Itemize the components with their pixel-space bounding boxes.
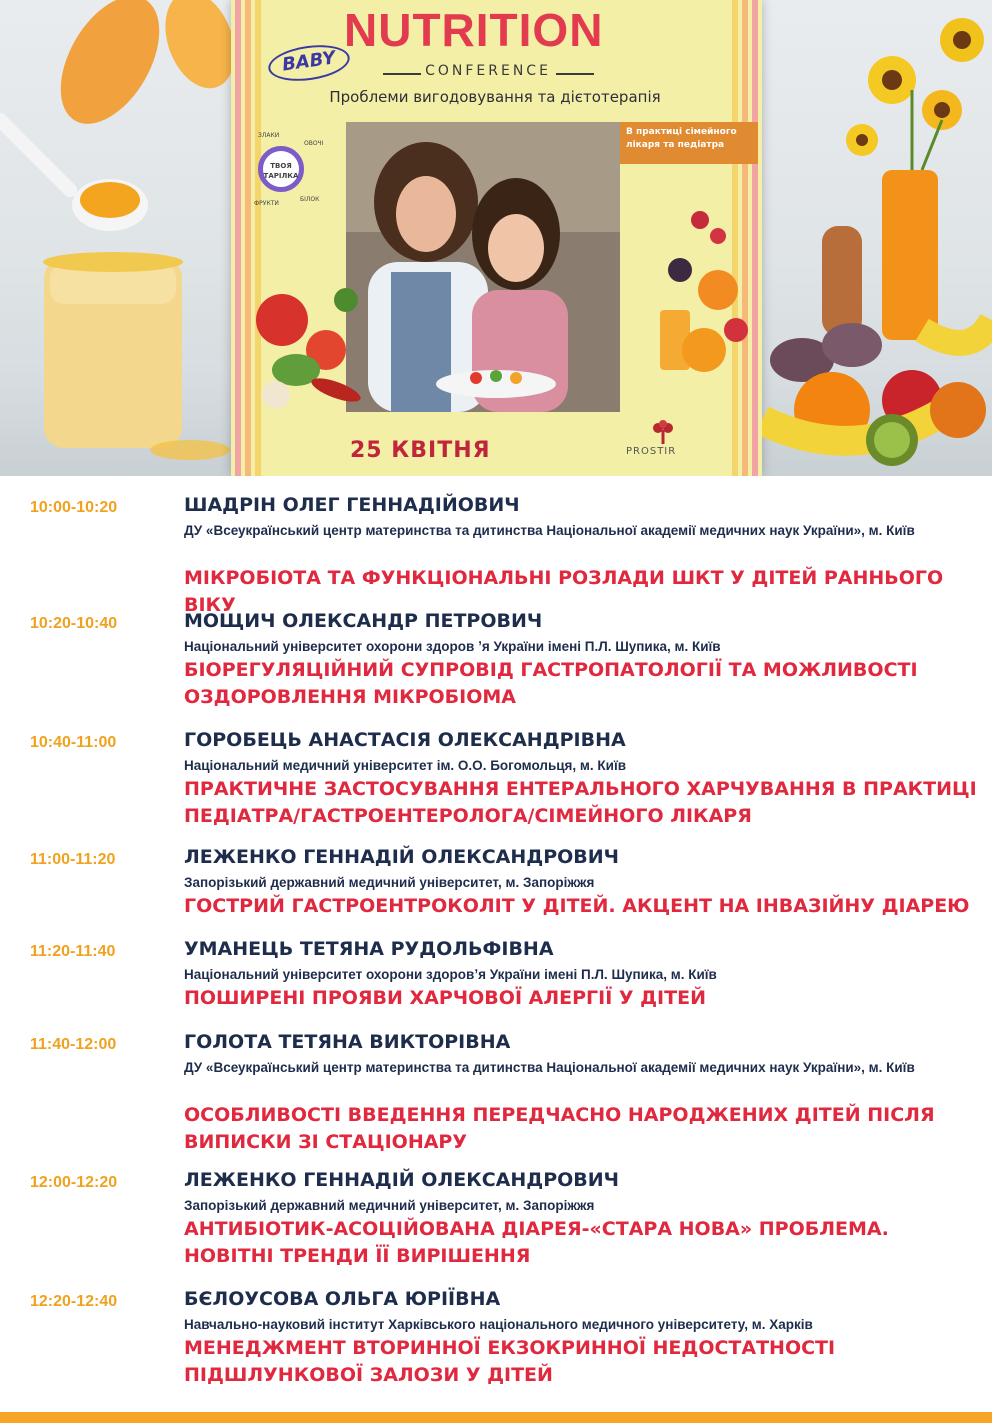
brand-subtitle: Проблеми вигодовування та дієтотерапія (329, 88, 661, 106)
session-time: 11:00-11:20 (30, 851, 116, 868)
session-speaker: ГОРОБЕЦЬ АНАСТАСІЯ ОЛЕКСАНДРІВНА (184, 729, 626, 751)
hero-banner (0, 0, 992, 476)
session-time: 11:20-11:40 (30, 943, 116, 960)
session-topic: МІКРОБІОТА ТА ФУНКЦІОНАЛЬНІ РОЗЛАДИ ШКТ У ДІТЕЙ РАННЬОГО ВІКУ (184, 567, 944, 616)
session-time: 11:40-12:00 (30, 1036, 117, 1053)
plate-item-label: ЗЛАКИ (258, 132, 280, 139)
session-speaker: МОЩИЧ ОЛЕКСАНДР ПЕТРОВИЧ (184, 610, 543, 632)
poster-stripe (235, 0, 241, 476)
session-speaker: ЛЕЖЕНКО ГЕННАДІЙ ОЛЕКСАНДРОВИЧ (184, 1169, 620, 1191)
session-affiliation: Запорізький державний медичний університет, м. Запоріжжя (184, 1198, 595, 1213)
session-topic: ПРАКТИЧНЕ ЗАСТОСУВАННЯ ЕНТЕРАЛЬНОГО ХАРЧУВАННЯ В ПРАКТИЦІ ПЕДІАТРА/ГАСТРОЕНТЕРОЛОГА/СІМЕЙНОГО ЛІКАРЯ (184, 778, 977, 827)
session-affiliation: Національний університет охорони здоров ʼя України імені П.Л. Шупика, м. Київ (184, 639, 721, 654)
session-topic: АНТИБІОТИК-АСОЦІЙОВАНА ДІАРЕЯ-«СТАРА НОВА» ПРОБЛЕМА. НОВІТНІ ТРЕНДИ ЇЇ ВИРІШЕННЯ (184, 1218, 889, 1267)
session-affiliation: Національний університет охорони здоровʼя України імені П.Л. Шупика, м. Київ (184, 967, 717, 982)
session-affiliation: Навчально-науковий інститут Харківського національного медичного університету, м. Харків (184, 1317, 813, 1332)
session-topic: ГОСТРИЙ ГАСТРОЕНТРОКОЛІТ У ДІТЕЙ. АКЦЕНТ НА ІНВАЗІЙНУ ДІАРЕЮ (184, 895, 970, 917)
vegetables-illustration (246, 250, 366, 420)
prostir-logo-icon (650, 420, 676, 446)
session-speaker: ЛЕЖЕНКО ГЕННАДІЙ ОЛЕКСАНДРОВИЧ (184, 846, 620, 868)
bottom-accent-bar (0, 1412, 992, 1423)
session-topic: МЕНЕДЖМЕНТ ВТОРИННОЇ ЕКЗОКРИННОЇ НЕДОСТАТНОСТІ ПІДШЛУНКОВОЇ ЗАЛОЗИ У ДІТЕЙ (184, 1337, 836, 1386)
session-topic: ОСОБЛИВОСТІ ВВЕДЕННЯ ПЕРЕДЧАСНО НАРОДЖЕНИХ ДІТЕЙ ПІСЛЯ ВИПИСКИ ЗІ СТАЦІОНАРУ (184, 1104, 935, 1153)
session-affiliation: ДУ «Всеукраїнський центр материнства та дитинства Національної академії медичних наук України», м. Київ (184, 1060, 915, 1075)
fruits-and-flowers-illustration (762, 0, 992, 476)
session-time: 10:00-10:20 (30, 499, 118, 516)
session-time: 12:00-12:20 (30, 1174, 118, 1191)
session-speaker: БЄЛОУСОВА ОЛЬГА ЮРІЇВНА (184, 1288, 501, 1310)
session-time: 12:20-12:40 (30, 1293, 118, 1310)
brand-title: NUTRITION (344, 4, 604, 56)
session-speaker: УМАНЕЦЬ ТЕТЯНА РУДОЛЬФІВНА (184, 938, 554, 960)
session-affiliation: Запорізький державний медичний університет, м. Запоріжжя (184, 875, 595, 890)
session-affiliation: ДУ «Всеукраїнський центр материнства та дитинства Національної академії медичних наук України», м. Київ (184, 523, 915, 538)
doctor-and-child-photo (346, 122, 620, 412)
session-affiliation: Національний медичний університет ім. О.О. Богомольця, м. Київ (184, 758, 627, 773)
session-topic: БІОРЕГУЛЯЦІЙНИЙ СУПРОВІД ГАСТРОПАТОЛОГІЇ ТА МОЖЛИВОСТІ ОЗДОРОВЛЕННЯ МІКРОБІОМА (184, 659, 918, 708)
session-speaker: ГОЛОТА ТЕТЯНА ВИКТОРІВНА (184, 1031, 511, 1053)
prostir-logo-text: PROSTIR (626, 446, 677, 457)
brand-conference: CONFERENCE (425, 63, 551, 79)
baby-food-jar-illustration (0, 0, 231, 476)
session-topic: ПОШИРЕНІ ПРОЯВИ ХАРЧОВОЇ АЛЕРГІЇ У ДІТЕЙ (184, 987, 706, 1009)
practice-note: В практиці сімейного лікаря та педіатра (626, 127, 737, 150)
plate-item-label: ФРУКТИ (254, 200, 279, 207)
divider (556, 73, 594, 75)
brand-baby: BABY (266, 40, 352, 85)
plate-item-label: БІЛОК (300, 196, 320, 203)
session-time: 10:40-11:00 (30, 734, 117, 751)
poster-stripe (752, 0, 758, 476)
fruits-illustration (640, 200, 752, 400)
event-date: 25 КВІТНЯ (350, 438, 491, 463)
plate-item-label: ОВОЧІ (304, 140, 324, 147)
session-time: 10:20-10:40 (30, 615, 118, 632)
session-speaker: ШАДРІН ОЛЕГ ГЕННАДІЙОВИЧ (184, 494, 520, 516)
plate-badge: ТВОЯ ТАРІЛКА (258, 146, 304, 192)
